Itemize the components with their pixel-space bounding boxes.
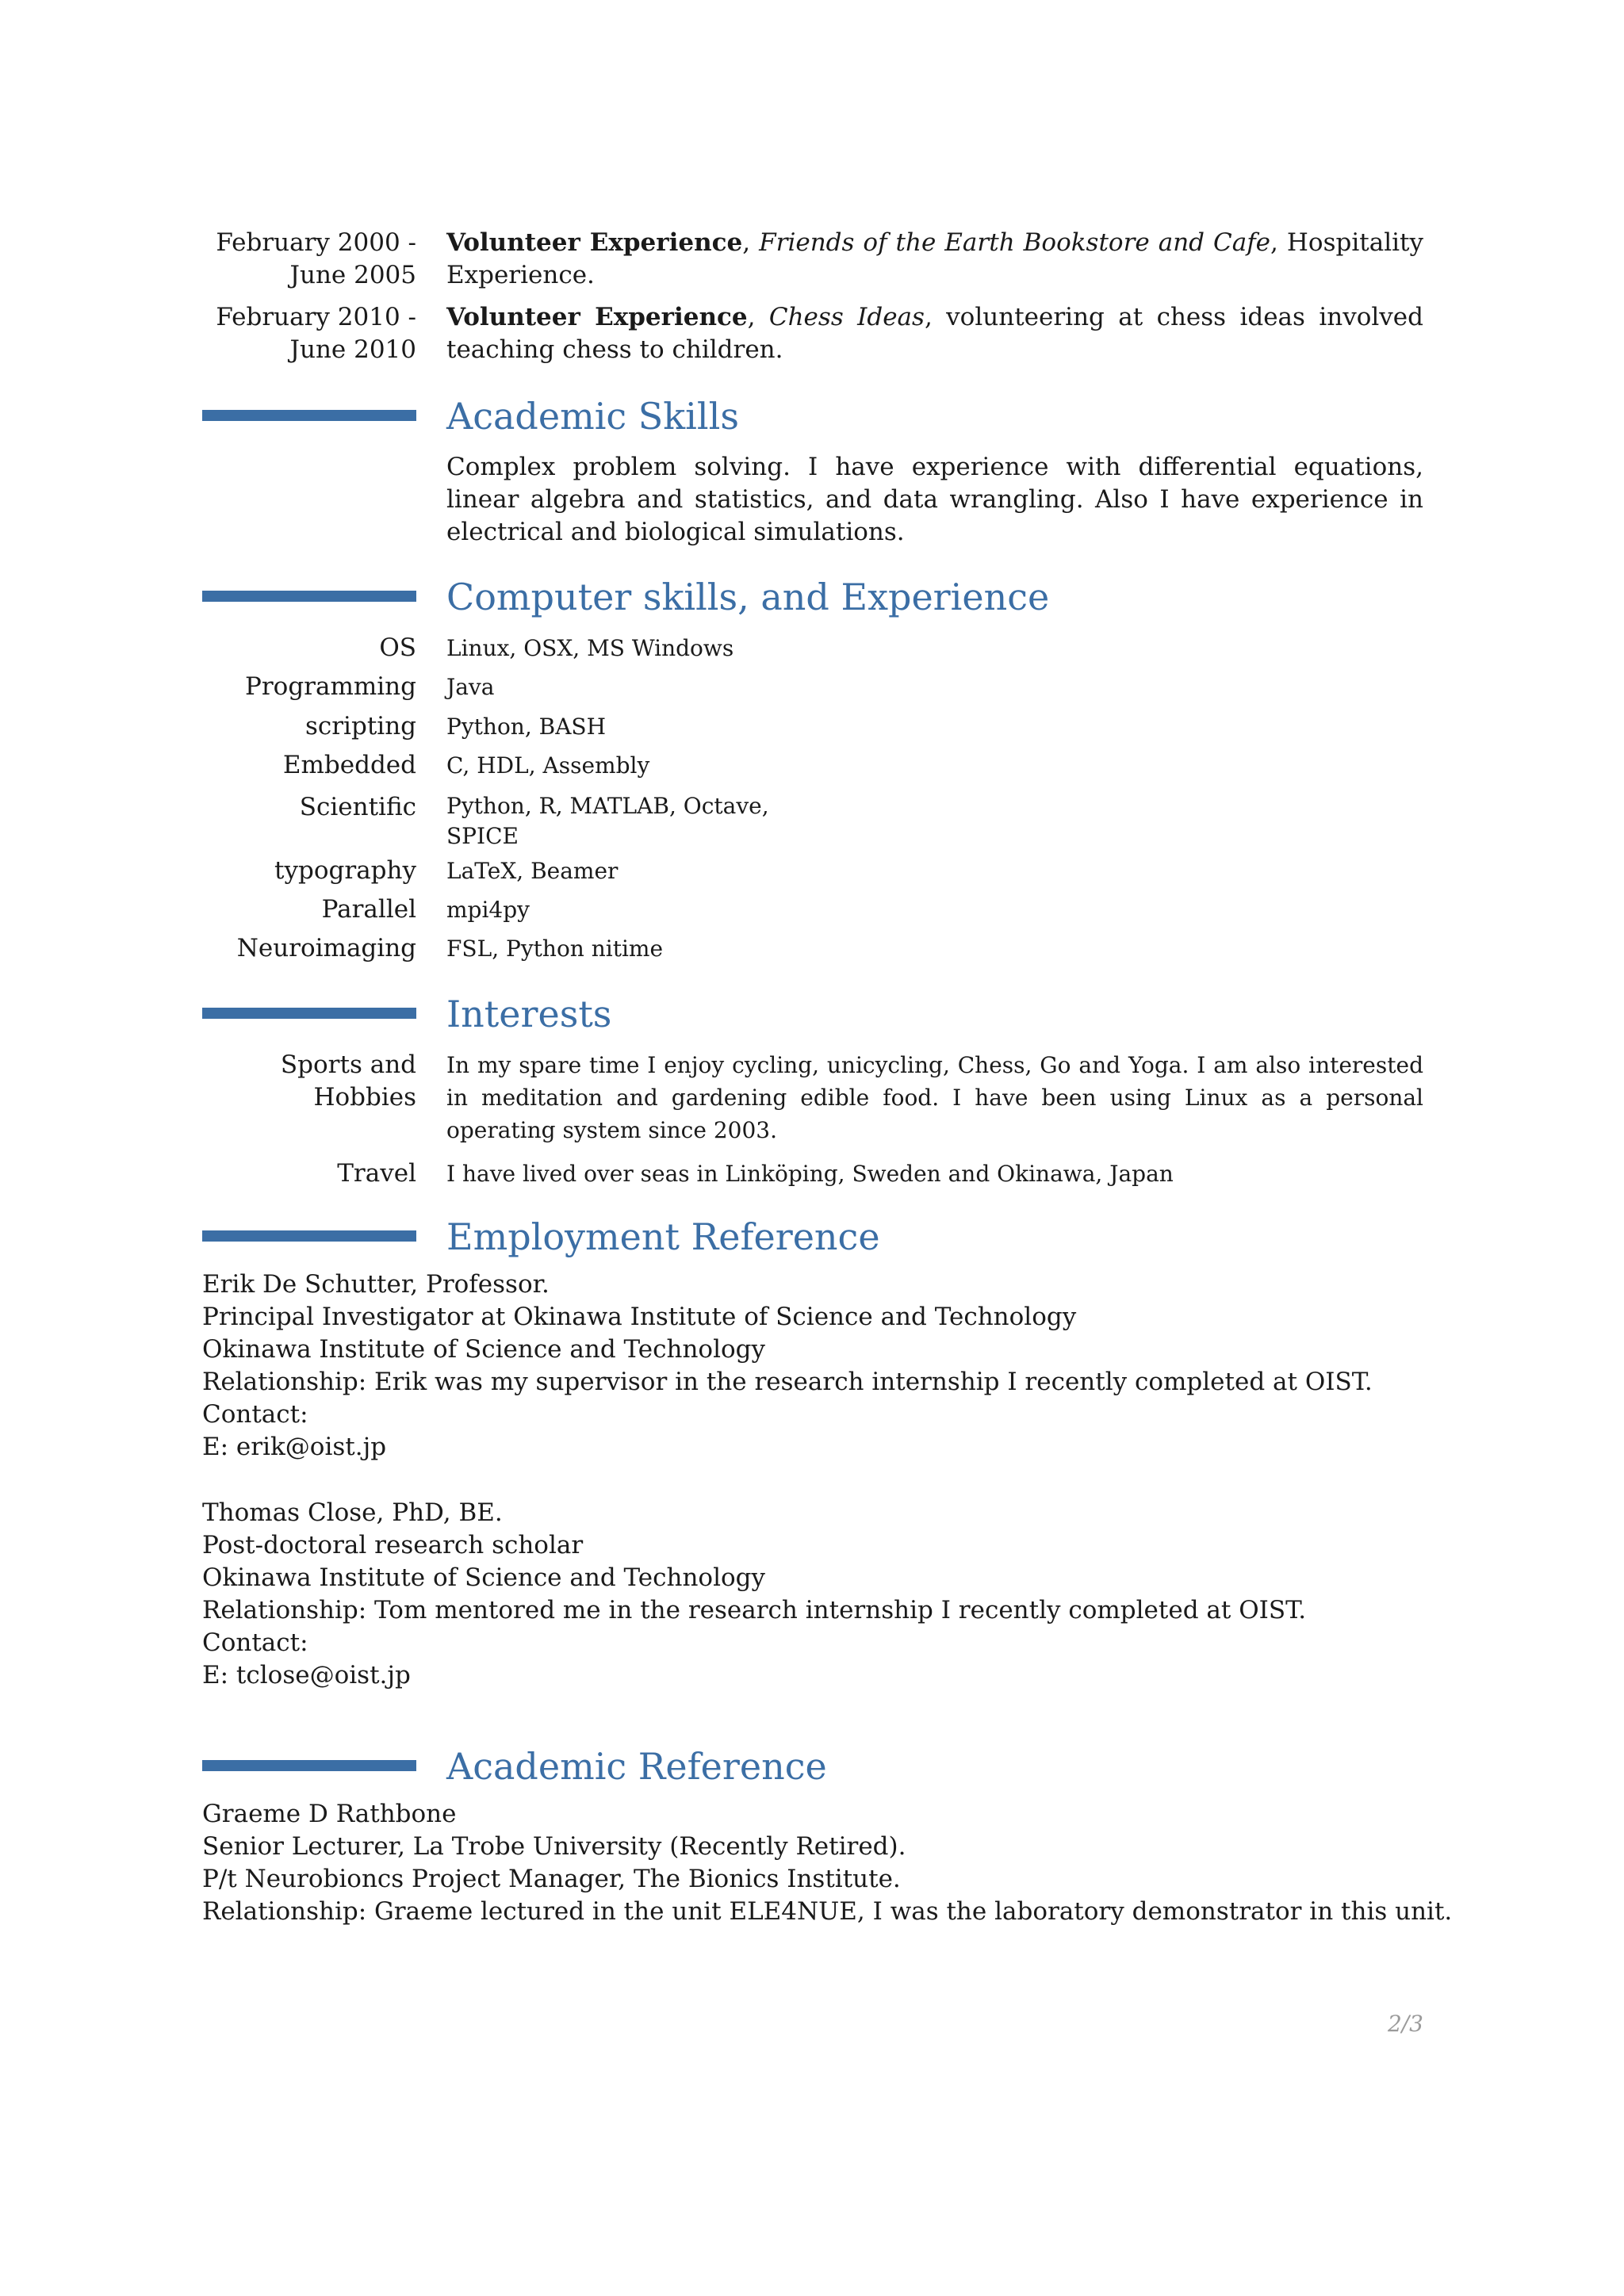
reference-email: E: tclose@oist.jp: [202, 1661, 411, 1689]
entry-body: Volunteer Experience, Friends of the Earth Bookstore and Cafe, Hospitality Experience.: [446, 228, 1423, 289]
entry-title: Volunteer Experience: [446, 303, 748, 331]
skill-row: [202, 791, 1423, 851]
section-title: Interests: [446, 993, 612, 1035]
section-title: Computer skills, and Experience: [446, 576, 1050, 618]
reference-line: Post-doctoral research scholar: [202, 1531, 584, 1559]
skill-label: Parallel: [321, 895, 416, 924]
skill-row: [202, 632, 1423, 664]
interest-label: Travel: [337, 1159, 416, 1188]
skill-row: [202, 671, 1423, 703]
reference-name: Graeme D Rathbone: [202, 1800, 457, 1828]
reference-name: Thomas Close, PhD, BE.: [202, 1498, 503, 1527]
reference-email: E: erik@oist.jp: [202, 1433, 387, 1461]
skill-value: mpi4py: [446, 897, 530, 923]
entry-desc: volunteering at chess ideas involved teaching chess to children.: [446, 303, 1423, 364]
reference-line: Relationship: Graeme lectured in the unit ELE4NUE, I was the laboratory demonstrator in this unit.: [202, 1897, 1453, 1926]
reference-line: Contact:: [202, 1400, 308, 1429]
experience-entry: [202, 227, 1423, 292]
section-bar: [202, 1230, 416, 1242]
section-employment-reference: [202, 1217, 1423, 1265]
entry-date: February 2000 - June 2005: [216, 228, 416, 289]
skill-label: Embedded: [282, 751, 416, 779]
skill-value: Linux, OSX, MS Windows: [446, 635, 734, 661]
section-title: Academic Reference: [446, 1745, 827, 1788]
reference-line: Relationship: Tom mentored me in the research internship I recently completed at OIST.: [202, 1596, 1307, 1624]
academic-skills-text: Complex problem solving. I have experience with differential equations, linear algebra and statistics, and data wrangling. Also I have experience in electrical and biological simulations.: [446, 453, 1423, 546]
section-title: Employment Reference: [446, 1215, 880, 1258]
entry-desc: Hospitality Experience.: [446, 228, 1423, 289]
section-interests: [202, 994, 1423, 1042]
section-academic-skills: [202, 396, 1423, 444]
interest-row: [202, 1049, 1423, 1146]
skill-label: Programming: [244, 672, 416, 701]
skill-row: [202, 749, 1423, 782]
reference-line: Okinawa Institute of Science and Technology: [202, 1563, 766, 1592]
reference-line: P/t Neurobioncs Project Manager, The Bionics Institute.: [202, 1865, 901, 1893]
section-title: Academic Skills: [446, 395, 739, 438]
skill-row: [202, 932, 1423, 965]
section-computer-skills: [202, 577, 1423, 625]
interest-row: [202, 1158, 1423, 1190]
academic-skills-body: [202, 451, 1423, 549]
skill-label: OS: [379, 633, 416, 662]
section-bar: [202, 1008, 416, 1019]
skill-row: [202, 894, 1423, 926]
reference-line: Senior Lecturer, La Trobe University (Recently Retired).: [202, 1832, 906, 1861]
interest-value: I have lived over seas in Linköping, Sweden and Okinawa, Japan: [446, 1161, 1174, 1187]
skill-row: [202, 710, 1423, 743]
entry-body: Volunteer Experience, Chess Ideas, volunteering at chess ideas involved teaching chess to children.: [446, 303, 1423, 364]
reference-line: Principal Investigator at Okinawa Institute of Science and Technology: [202, 1303, 1077, 1331]
experience-entry: [202, 301, 1423, 366]
interest-label: Sports and Hobbies: [280, 1050, 416, 1112]
reference-line: Okinawa Institute of Science and Technology: [202, 1335, 766, 1364]
section-academic-reference: [202, 1747, 1423, 1794]
section-bar: [202, 410, 416, 421]
reference-line: Contact:: [202, 1628, 308, 1657]
reference-name: Erik De Schutter, Professor.: [202, 1270, 550, 1299]
entry-date: February 2010 - June 2010: [216, 303, 416, 364]
reference-line: Relationship: Erik was my supervisor in the research internship I recently completed at OIST.: [202, 1368, 1373, 1396]
entry-org: Friends of the Earth Bookstore and Cafe: [759, 228, 1271, 257]
section-bar: [202, 591, 416, 602]
interest-value: In my spare time I enjoy cycling, unicycling, Chess, Go and Yoga. I am also interested in meditation and gardening edible food. I have been using Linux as a personal operating system since 2003.: [446, 1052, 1423, 1143]
skill-value: LaTeX, Beamer: [446, 858, 619, 884]
skill-value: FSL, Python nitime: [446, 936, 664, 962]
skill-value: Java: [446, 674, 495, 700]
entry-title: Volunteer Experience: [446, 228, 743, 257]
reference-block: [202, 1269, 1423, 1464]
skill-label: typography: [274, 856, 416, 885]
page-number: 2/3: [1387, 2011, 1423, 2037]
reference-block: [202, 1798, 1453, 1928]
skill-value: Python, BASH: [446, 714, 607, 740]
skill-row: [202, 855, 1423, 887]
skill-value: C, HDL, Assembly: [446, 752, 650, 779]
skill-label: scripting: [304, 712, 416, 740]
skill-label: Neuroimaging: [236, 934, 416, 962]
skill-value: Python, R, MATLAB, Octave, SPICE: [446, 793, 769, 849]
entry-org: Chess Ideas: [768, 303, 925, 331]
reference-block: [202, 1497, 1423, 1692]
skill-label: Scientific: [299, 793, 416, 821]
section-bar: [202, 1760, 416, 1771]
